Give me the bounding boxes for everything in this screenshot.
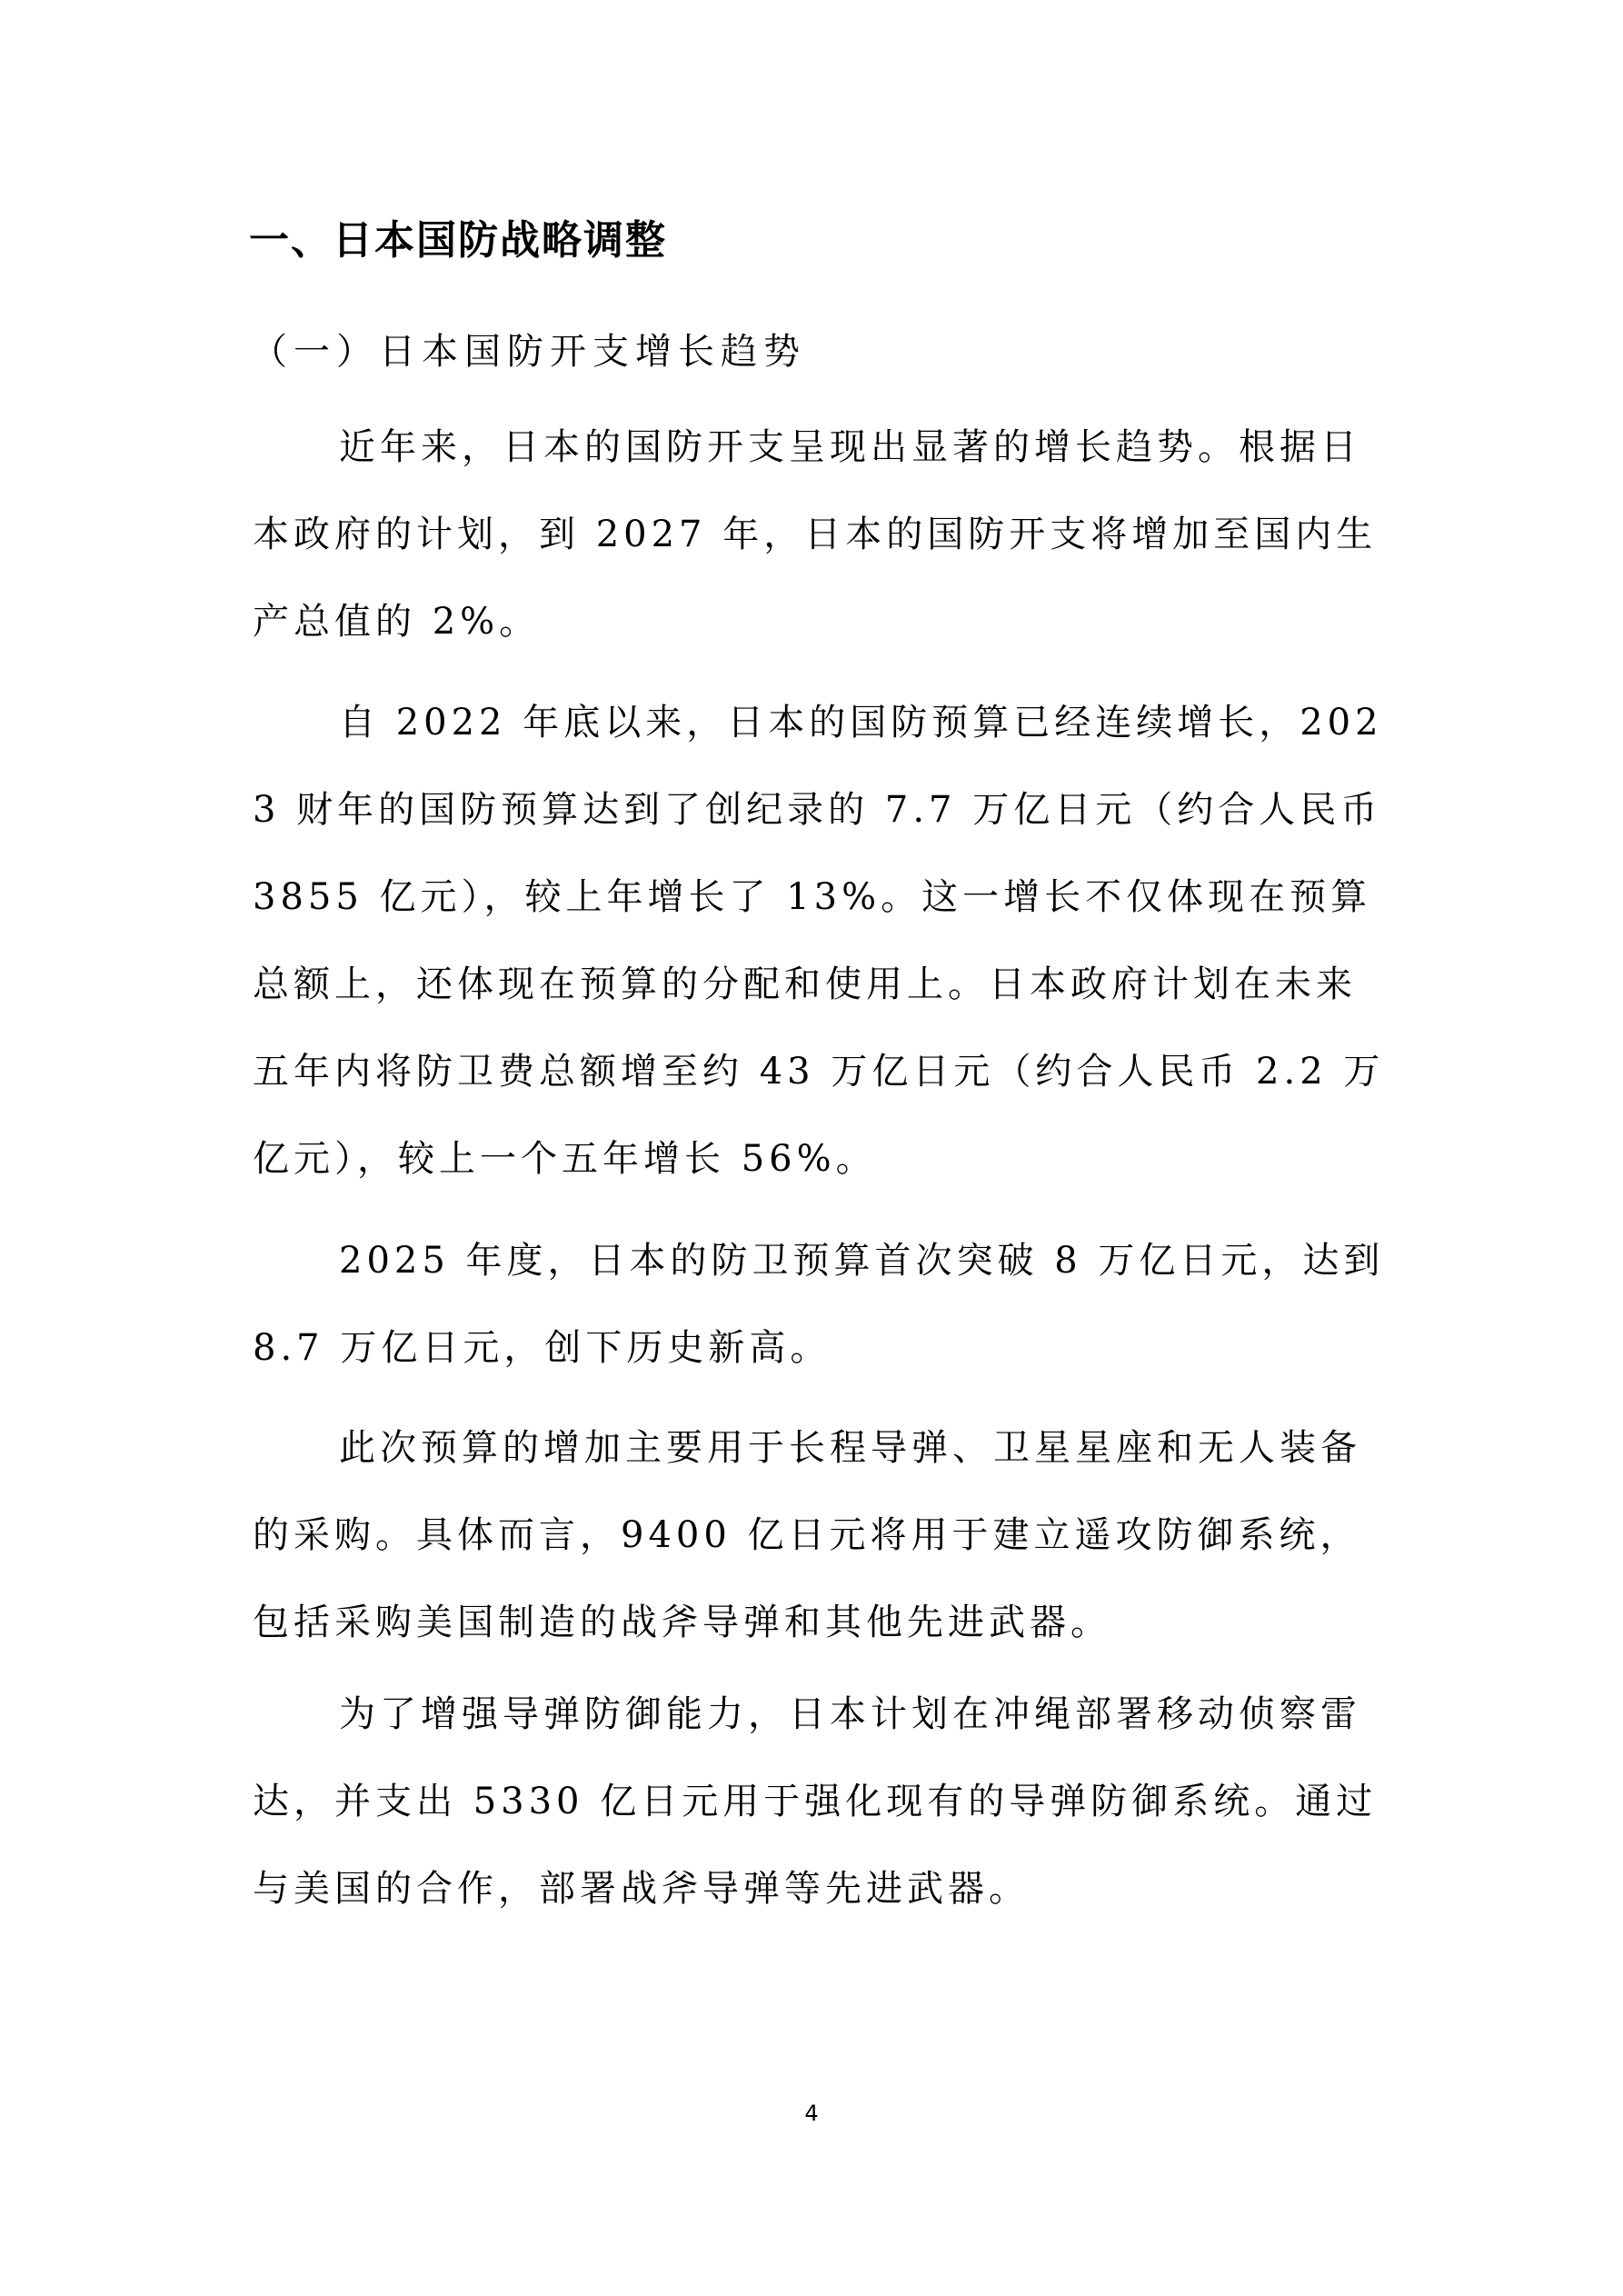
paragraph-defense-budget-growth: 自 2022 年底以来，日本的国防预算已经连续增长，2023 财年的国防预算达到了创纪录的 7.7 万亿日元（约合人民币 3855 亿元），较上年增长了 13%。这一增长不仅体现在预算总额上，还体现在预算的分配和使用上。日本政府计划在未来五年内将防卫费总额增至约 43 万亿日元（约合人民币 2.2 万亿元），较上一个五年增长 56%。: [253, 702, 1385, 1180]
paragraph-defense-spending-trend: 近年来，日本的国防开支呈现出显著的增长趋势。根据日本政府的计划，到 2027 年，日本的国防开支将增加至国内生产总值的 2%。: [253, 426, 1378, 643]
paragraph-2025-budget: 2025 年度，日本的防卫预算首次突破 8 万亿日元，达到 8.7 万亿日元，创下历史新高。: [253, 1240, 1385, 1369]
paragraph-missile-defense: 为了增强导弹防御能力，日本计划在冲绳部署移动侦察雷达，并支出 5330 亿日元用于强化现有的导弹防御系统。通过与美国的合作，部署战斧导弹等先进武器。: [253, 1693, 1378, 1910]
section-heading: 一、日本国防战略调整: [249, 217, 667, 264]
subsection-heading: （一）日本国防开支增长趋势: [251, 331, 806, 373]
paragraph-budget-usage: 此次预算的增加主要用于长程导弹、卫星星座和无人装备的采购。具体而言，9400 亿日元将用于建立遥攻防御系统，包括采购美国制造的战斧导弹和其他先进武器。: [253, 1427, 1361, 1643]
page-number: 4: [804, 2101, 819, 2126]
